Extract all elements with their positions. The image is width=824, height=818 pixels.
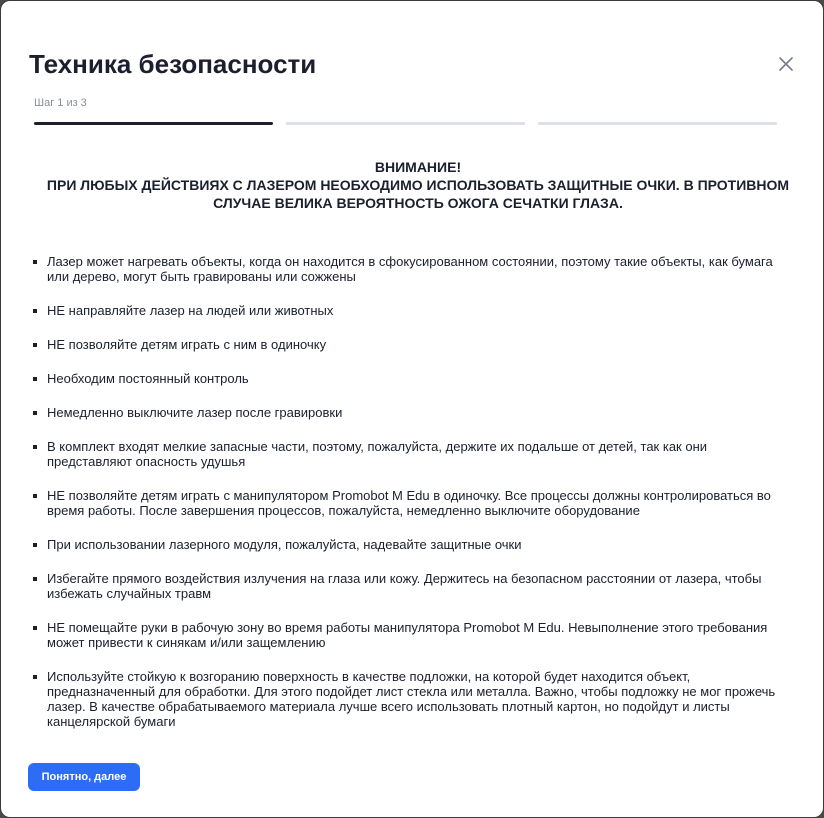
next-button[interactable]: Понятно, далее bbox=[28, 763, 140, 791]
warning-text: ПРИ ЛЮБЫХ ДЕЙСТВИЯХ С ЛАЗЕРОМ НЕОБХОДИМО ИСПОЛЬЗОВАТЬ ЗАЩИТНЫЕ ОЧКИ. В ПРОТИВНОМ СЛУЧАЕ ВЕЛИКА ВЕРОЯТНОСТЬ ОЖОГА СЕЧАТКИ ГЛАЗА. bbox=[46, 177, 790, 211]
rule-text: Используйте стойкую к возгоранию поверхность в качестве подложки, на которой будет находится объект, предназначенный для обработки. Для этого подойдет лист стекла или металла. Важно, чтобы подложку не мог прожечь лазер. В качестве обрабатываемого материала лучше всего использовать плотный картон, но подойдут и листы канцелярской бумаги bbox=[47, 669, 776, 729]
rule-text: НЕ позволяйте детям играть с ним в одиночку bbox=[47, 337, 327, 352]
rule-text: НЕ направляйте лазер на людей или животных bbox=[47, 303, 334, 318]
close-button[interactable] bbox=[774, 52, 798, 76]
list-item bbox=[29, 303, 795, 318]
rule-text: НЕ помещайте руки в рабочую зону во время работы манипулятора Promobot M Edu. Невыполнение этого требования может привести к синякам и/или защемлению bbox=[47, 620, 768, 650]
rule-text: Избегайте прямого воздействия излучения на глаза или кожу. Держитесь на безопасном расстоянии от лазера, чтобы избежать случайных травм bbox=[47, 571, 762, 601]
list-item bbox=[29, 337, 795, 352]
progress-step-2 bbox=[286, 122, 525, 125]
step-indicator: Шаг 1 из 3 bbox=[34, 97, 87, 109]
bullet-icon bbox=[33, 260, 37, 264]
list-item bbox=[29, 371, 795, 386]
rule-text: При использовании лазерного модуля, пожалуйста, надевайте защитные очки bbox=[47, 537, 522, 552]
safety-rules-list bbox=[29, 254, 795, 748]
rule-text: В комплект входят мелкие запасные части, поэтому, пожалуйста, держите их подальше от детей, так как они представляют опасность удушья bbox=[47, 439, 708, 469]
close-icon bbox=[774, 52, 798, 76]
list-item bbox=[29, 620, 795, 650]
list-item bbox=[29, 571, 795, 601]
bullet-icon bbox=[33, 343, 37, 347]
bullet-icon bbox=[33, 577, 37, 581]
warning-heading: ВНИМАНИЕ! bbox=[374, 159, 462, 175]
bullet-icon bbox=[33, 494, 37, 498]
rule-text: НЕ позволяйте детям играть с манипулятором Promobot M Edu в одиночку. Все процессы должны контролироваться во время работы. После завершения процессов, пожалуйста, немедленно выключите оборудование bbox=[47, 488, 771, 518]
laser-warning bbox=[41, 158, 795, 212]
bullet-icon bbox=[33, 309, 37, 313]
rule-text: Лазер может нагревать объекты, когда он находится в сфокусированном состоянии, поэтому такие объекты, как бумага или дерево, могут быть гравированы или сожжены bbox=[47, 254, 773, 284]
list-item bbox=[29, 669, 795, 729]
progress-step-3 bbox=[538, 122, 777, 125]
dialog-title: Техника безопасности bbox=[29, 49, 317, 79]
rule-text: Необходим постоянный контроль bbox=[47, 371, 249, 386]
bullet-icon bbox=[33, 445, 37, 449]
bullet-icon bbox=[33, 626, 37, 630]
progress-step-1 bbox=[34, 122, 273, 125]
list-item bbox=[29, 439, 795, 469]
list-item bbox=[29, 254, 795, 284]
list-item bbox=[29, 537, 795, 552]
bullet-icon bbox=[33, 675, 37, 679]
bullet-icon bbox=[33, 543, 37, 547]
rule-text: Немедленно выключите лазер после гравировки bbox=[47, 405, 343, 420]
list-item bbox=[29, 488, 795, 518]
bullet-icon bbox=[33, 411, 37, 415]
list-item bbox=[29, 405, 795, 420]
bullet-icon bbox=[33, 377, 37, 381]
